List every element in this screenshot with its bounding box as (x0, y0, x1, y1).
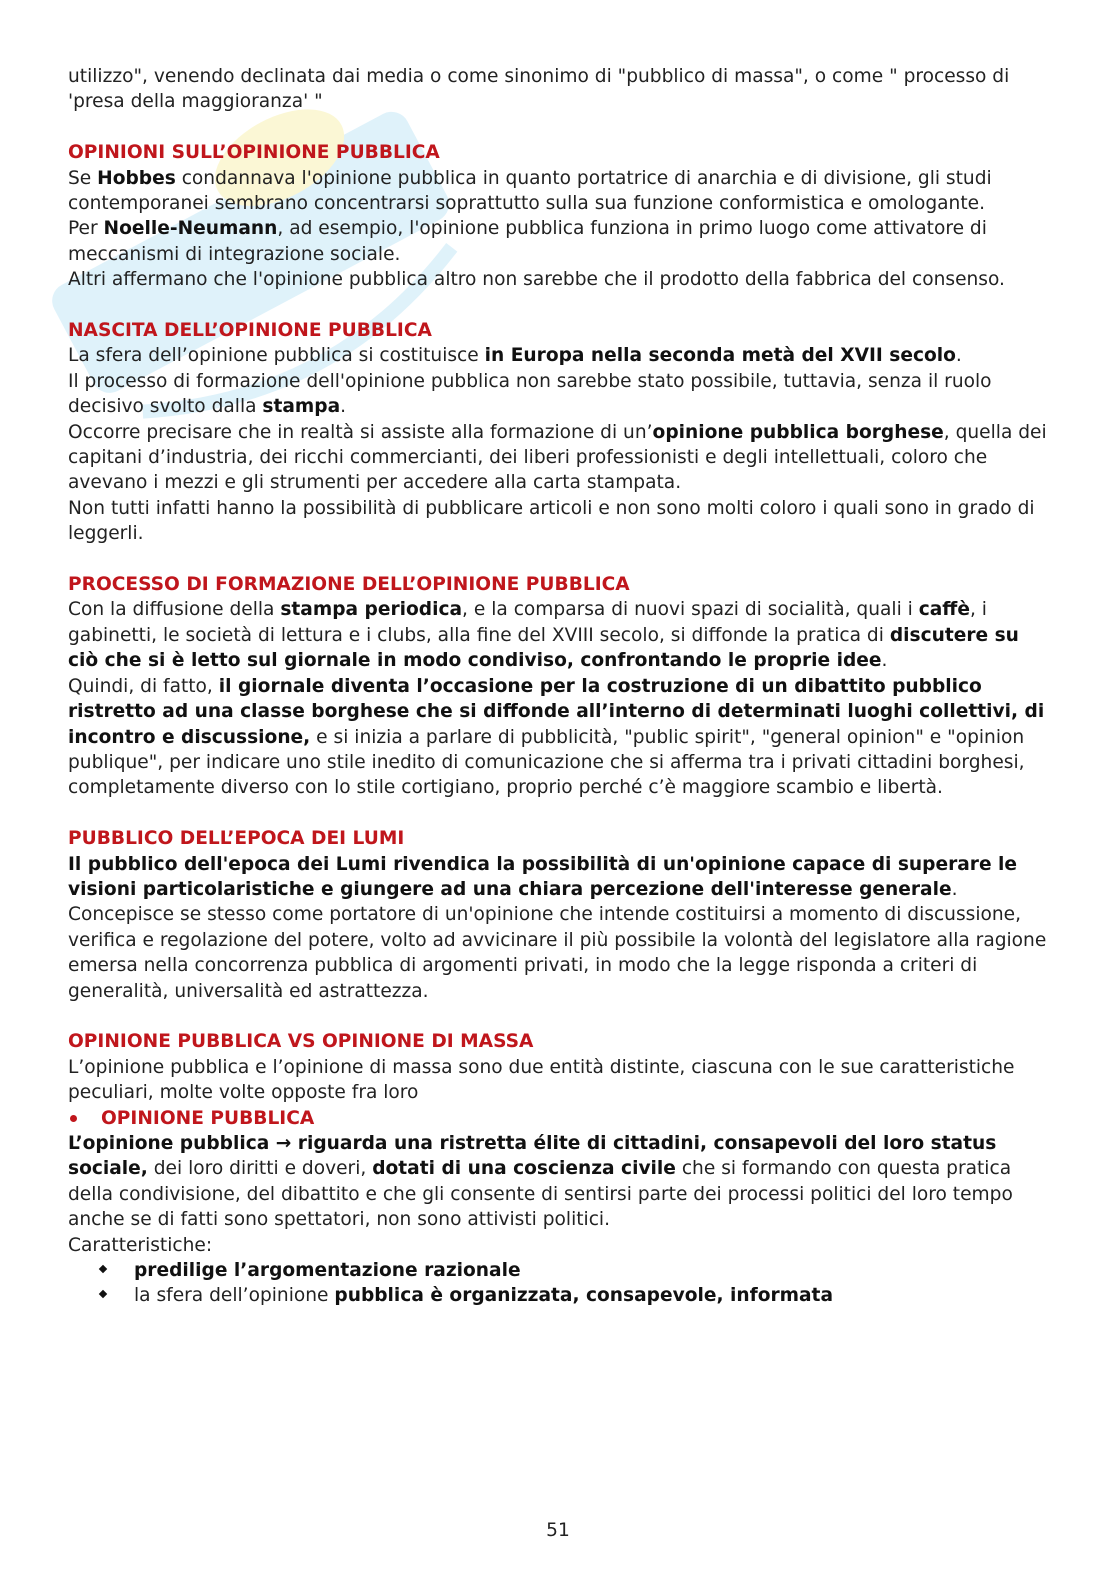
heading-vs: OPINIONE PUBBLICA VS OPINIONE DI MASSA (68, 1031, 534, 1053)
paragraph: L’opinione pubblica → riguarda una ristretta élite di cittadini, consapevoli del loro status sociale, dei loro diritti e doveri, dotati di una coscienza civile che si formando con questa pratica della condivisione, del dibattito e che gli consente di sentirsi parte dei processi politici del loro tempo anche se di fatti sono spettatori, non sono attivisti politici. (68, 1132, 1013, 1231)
bullet-heading: OPINIONE PUBBLICA (68, 1106, 1053, 1131)
paragraph: Se Hobbes condannava l'opinione pubblica in quanto portatrice di anarchia e di divisione, gli studi contemporanei sembrano concentrarsi soprattutto sulla sua funzione conformistica e omologante. (68, 167, 992, 215)
features-list (68, 1258, 1053, 1309)
diamond-bullet-icon (99, 1290, 107, 1298)
list-item: predilige l’argomentazione razionale (100, 1258, 1053, 1283)
features-label: Caratteristiche: (68, 1234, 213, 1256)
page-number: 51 (546, 1520, 570, 1541)
document-page (68, 64, 1053, 1309)
list-item: la sfera dell’opinione pubblica è organizzata, consapevole, informata (100, 1283, 1053, 1308)
paragraph: Il pubblico dell'epoca dei Lumi rivendica la possibilità di un'opinione capace di superare le visioni particolaristiche e giungere ad una chiara percezione dell'interesse generale. Concepisce se stesso come portatore di un'opinione che intende costituirsi a momento di discussione, verifica e regolazione del potere, volto ad avvicinare il più possibile la volontà del legislatore alla ragione emersa nella concorrenza pubblica di argomenti privati, in modo che la legge risponda a criteri di generalità, universalità ed astrattezza. (68, 853, 1047, 1002)
paragraph: Il processo di formazione dell'opinione pubblica non sarebbe stato possibile, tuttavia, senza il ruolo decisivo svolto dalla stampa. (68, 370, 992, 418)
heading-opinioni: OPINIONI SULL’OPINIONE PUBBLICA (68, 142, 440, 164)
paragraph: Con la diffusione della stampa periodica, e la comparsa di nuovi spazi di socialità, quali i caffè, i gabinetti, le società di lettura e i clubs, alla fine del XVIII secolo, si diffonde la pratica di discutere su ciò che si è letto sul giornale in modo condiviso, confrontando le proprie idee. (68, 599, 1019, 672)
paragraph: Non tutti infatti hanno la possibilità di pubblicare articoli e non sono molti coloro i quali sono in grado di leggerli. (68, 497, 1035, 545)
paragraph: La sfera dell’opinione pubblica si costituisce in Europa nella seconda metà del XVII secolo. (68, 345, 962, 367)
paragraph: L’opinione pubblica e l’opinione di massa sono due entità distinte, ciascuna con le sue caratteristiche peculiari, molte volte opposte fra loro (68, 1056, 1015, 1104)
paragraph: Occorre precisare che in realtà si assiste alla formazione di un’opinione pubblica borghese, quella dei capitani d’industria, dei ricchi commercianti, dei liberi professionisti e degli intellettuali, coloro che avevano i mezzi e gli strumenti per accedere alla carta stampata. (68, 421, 1047, 494)
paragraph: Per Noelle-Neumann, ad esempio, l'opinione pubblica funziona in primo luogo come attivatore di meccanismi di integrazione sociale. (68, 218, 987, 265)
diamond-bullet-icon (99, 1265, 107, 1273)
heading-nascita: NASCITA DELL’OPINIONE PUBBLICA (68, 320, 432, 342)
bullet-dot-icon (70, 1115, 77, 1122)
paragraph: Altri affermano che l'opinione pubblica altro non sarebbe che il prodotto della fabbrica del consenso. (68, 269, 1005, 291)
heading-lumi: PUBBLICO DELL’EPOCA DEI LUMI (68, 828, 405, 850)
heading-processo: PROCESSO DI FORMAZIONE DELL’OPINIONE PUBBLICA (68, 574, 630, 596)
paragraph: Quindi, di fatto, il giornale diventa l’occasione per la costruzione di un dibattito pubblico ristretto ad una classe borghese che si diffonde all’interno di determinati luoghi collettivi, di incontro e discussione, e si inizia a parlare di pubblicità, "public spirit", "general opinion" e "opinion publique", per indicare uno stile inedito di comunicazione che si afferma tra i privati cittadini borghesi, completamente diverso con lo stile cortigiano, proprio perché c’è maggiore scambio e libertà. (68, 675, 1045, 799)
intro-paragraph: utilizzo", venendo declinata dai media o come sinonimo di "pubblico di massa", o come " processo di 'presa della maggioranza' " (68, 66, 1010, 113)
